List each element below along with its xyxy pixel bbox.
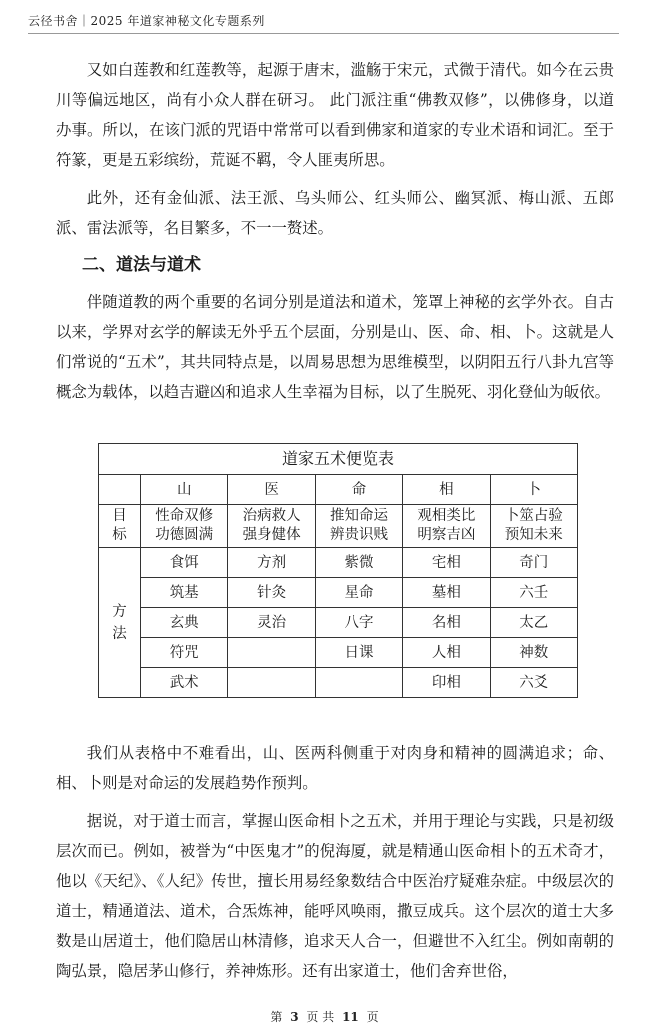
footer-middle: 页 共 bbox=[306, 1010, 335, 1024]
method-cell: 宅相 bbox=[403, 548, 490, 578]
method-cell: 玄典 bbox=[141, 608, 228, 638]
method-cell: 印相 bbox=[403, 668, 490, 698]
spacer bbox=[56, 698, 614, 738]
column-header-divination: 卜 bbox=[490, 475, 577, 505]
goal-cell-physiognomy bbox=[403, 505, 490, 548]
goal-label-char: 目标 bbox=[112, 508, 127, 543]
method-cell: 食饵 bbox=[141, 548, 228, 578]
goal-cell-destiny bbox=[315, 505, 402, 548]
goal-line: 卜筮占验 bbox=[504, 508, 563, 524]
method-cell: 名相 bbox=[403, 608, 490, 638]
method-cell: 人相 bbox=[403, 638, 490, 668]
method-cell: 太乙 bbox=[490, 608, 577, 638]
method-row bbox=[99, 578, 578, 608]
method-cell: 日课 bbox=[315, 638, 402, 668]
method-cell: 筑基 bbox=[141, 578, 228, 608]
method-cell: 八字 bbox=[315, 608, 402, 638]
method-label-char: 方法 bbox=[112, 603, 127, 642]
method-cell bbox=[315, 668, 402, 698]
column-header-destiny: 命 bbox=[315, 475, 402, 505]
table-caption-row bbox=[99, 444, 578, 475]
method-cell: 武术 bbox=[141, 668, 228, 698]
paragraph-taoist-levels: 据说，对于道士而言，掌握山医命相卜之五术，并用于理论与实践，只是初级层次而已。例如，被誉为“中医鬼才”的倪海厦，就是精通山医命相卜的五术奇才，他以《天纪》、《人纪》传世，擅长用易经象数结合中医治疗疑难杂症。中级层次的道士，精通道法、道术，合炁炼神，能呼风唤雨，撒豆成兵。这个层次的道士大多数是山居道士，他们隐居山林清修，追求天人合一，但避世不入红尘。例如南朝的陶弘景，隐居茅山修行，养神炼形。还有出家道士，他们舍弃世俗， bbox=[56, 812, 614, 980]
method-cell bbox=[228, 638, 315, 668]
method-row bbox=[99, 638, 578, 668]
footer-prefix: 第 bbox=[270, 1010, 283, 1024]
document-body bbox=[56, 55, 614, 994]
method-cell: 符咒 bbox=[141, 638, 228, 668]
goal-cell-medicine bbox=[228, 505, 315, 548]
table-header-row bbox=[99, 475, 578, 505]
page-footer bbox=[0, 1008, 649, 1025]
header-divider bbox=[28, 33, 619, 34]
goal-row bbox=[99, 505, 578, 548]
method-cell: 针灸 bbox=[228, 578, 315, 608]
goal-line: 观相类比 bbox=[417, 508, 476, 524]
goal-cell-divination bbox=[490, 505, 577, 548]
paragraph-other-sects: 此外，还有金仙派、法王派、乌头师公、红头师公、幽冥派、梅山派、五郎派、雷法派等，名目繁多，不一一赘述。 bbox=[56, 189, 614, 237]
method-cell: 灵治 bbox=[228, 608, 315, 638]
goal-line: 推知命运 bbox=[329, 508, 388, 524]
method-row-label bbox=[99, 548, 141, 698]
column-header-mountain: 山 bbox=[141, 475, 228, 505]
method-row bbox=[99, 548, 578, 578]
column-header-physiognomy: 相 bbox=[403, 475, 490, 505]
method-cell: 六爻 bbox=[490, 668, 577, 698]
method-cell: 墓相 bbox=[403, 578, 490, 608]
column-header-medicine: 医 bbox=[228, 475, 315, 505]
paragraph-table-summary: 我们从表格中不难看出，山、医两科侧重于对肉身和精神的圆满追求；命、相、卜则是对命运的发展趋势作预判。 bbox=[56, 744, 614, 792]
goal-line: 功德圆满 bbox=[155, 527, 214, 543]
method-cell: 神数 bbox=[490, 638, 577, 668]
paragraph-five-arts-intro: 伴随道教的两个重要的名词分别是道法和道术，笼罩上神秘的玄学外衣。自古以来，学界对玄学的解读无外乎五个层面，分别是山、医、命、相、卜。这就是人们常说的“五术”，其共同特点是，以周易思想为思维模型，以阴阳五行八卦九宫等概念为载体，以趋吉避凶和追求人生幸福为目标，以了生脱死、羽化登仙为皈依。 bbox=[56, 293, 614, 401]
five-arts-table-container bbox=[98, 443, 578, 698]
method-cell: 方剂 bbox=[228, 548, 315, 578]
five-arts-table bbox=[98, 443, 578, 698]
goal-line: 强身健体 bbox=[242, 527, 301, 543]
goal-row-label bbox=[99, 505, 141, 548]
method-cell: 紫微 bbox=[315, 548, 402, 578]
total-page-count: 11 bbox=[342, 1010, 359, 1024]
goal-line: 性命双修 bbox=[155, 508, 214, 524]
method-row bbox=[99, 608, 578, 638]
table-corner-cell bbox=[99, 475, 141, 505]
method-cell bbox=[228, 668, 315, 698]
table-caption: 道家五术便览表 bbox=[99, 444, 578, 475]
goal-line: 治病救人 bbox=[242, 508, 301, 524]
current-page-number: 3 bbox=[290, 1010, 299, 1024]
goal-line: 明察吉凶 bbox=[417, 527, 476, 543]
goal-line: 预知未来 bbox=[504, 527, 563, 543]
goal-line: 辨贵识贱 bbox=[329, 527, 388, 543]
method-cell: 星命 bbox=[315, 578, 402, 608]
goal-cell-mountain bbox=[141, 505, 228, 548]
method-row bbox=[99, 668, 578, 698]
page-header: 云径书舍｜2025 年道家神秘文化专题系列 bbox=[28, 14, 265, 28]
paragraph-white-lotus: 又如白莲教和红莲教等，起源于唐末，滥觞于宋元，式微于清代。如今在云贵川等偏远地区，尚有小众人群在研习。 此门派注重“佛教双修”，以佛修身，以道办事。所以，在该门派的咒语中常常可以看到佛家和道家的专业术语和词汇。至于符篆，更是五彩缤纷，荒诞不羁，令人匪夷所思。 bbox=[56, 61, 614, 169]
footer-suffix: 页 bbox=[366, 1010, 379, 1024]
method-cell: 奇门 bbox=[490, 548, 577, 578]
method-cell: 六壬 bbox=[490, 578, 577, 608]
section-heading: 二、道法与道术 bbox=[82, 255, 201, 275]
